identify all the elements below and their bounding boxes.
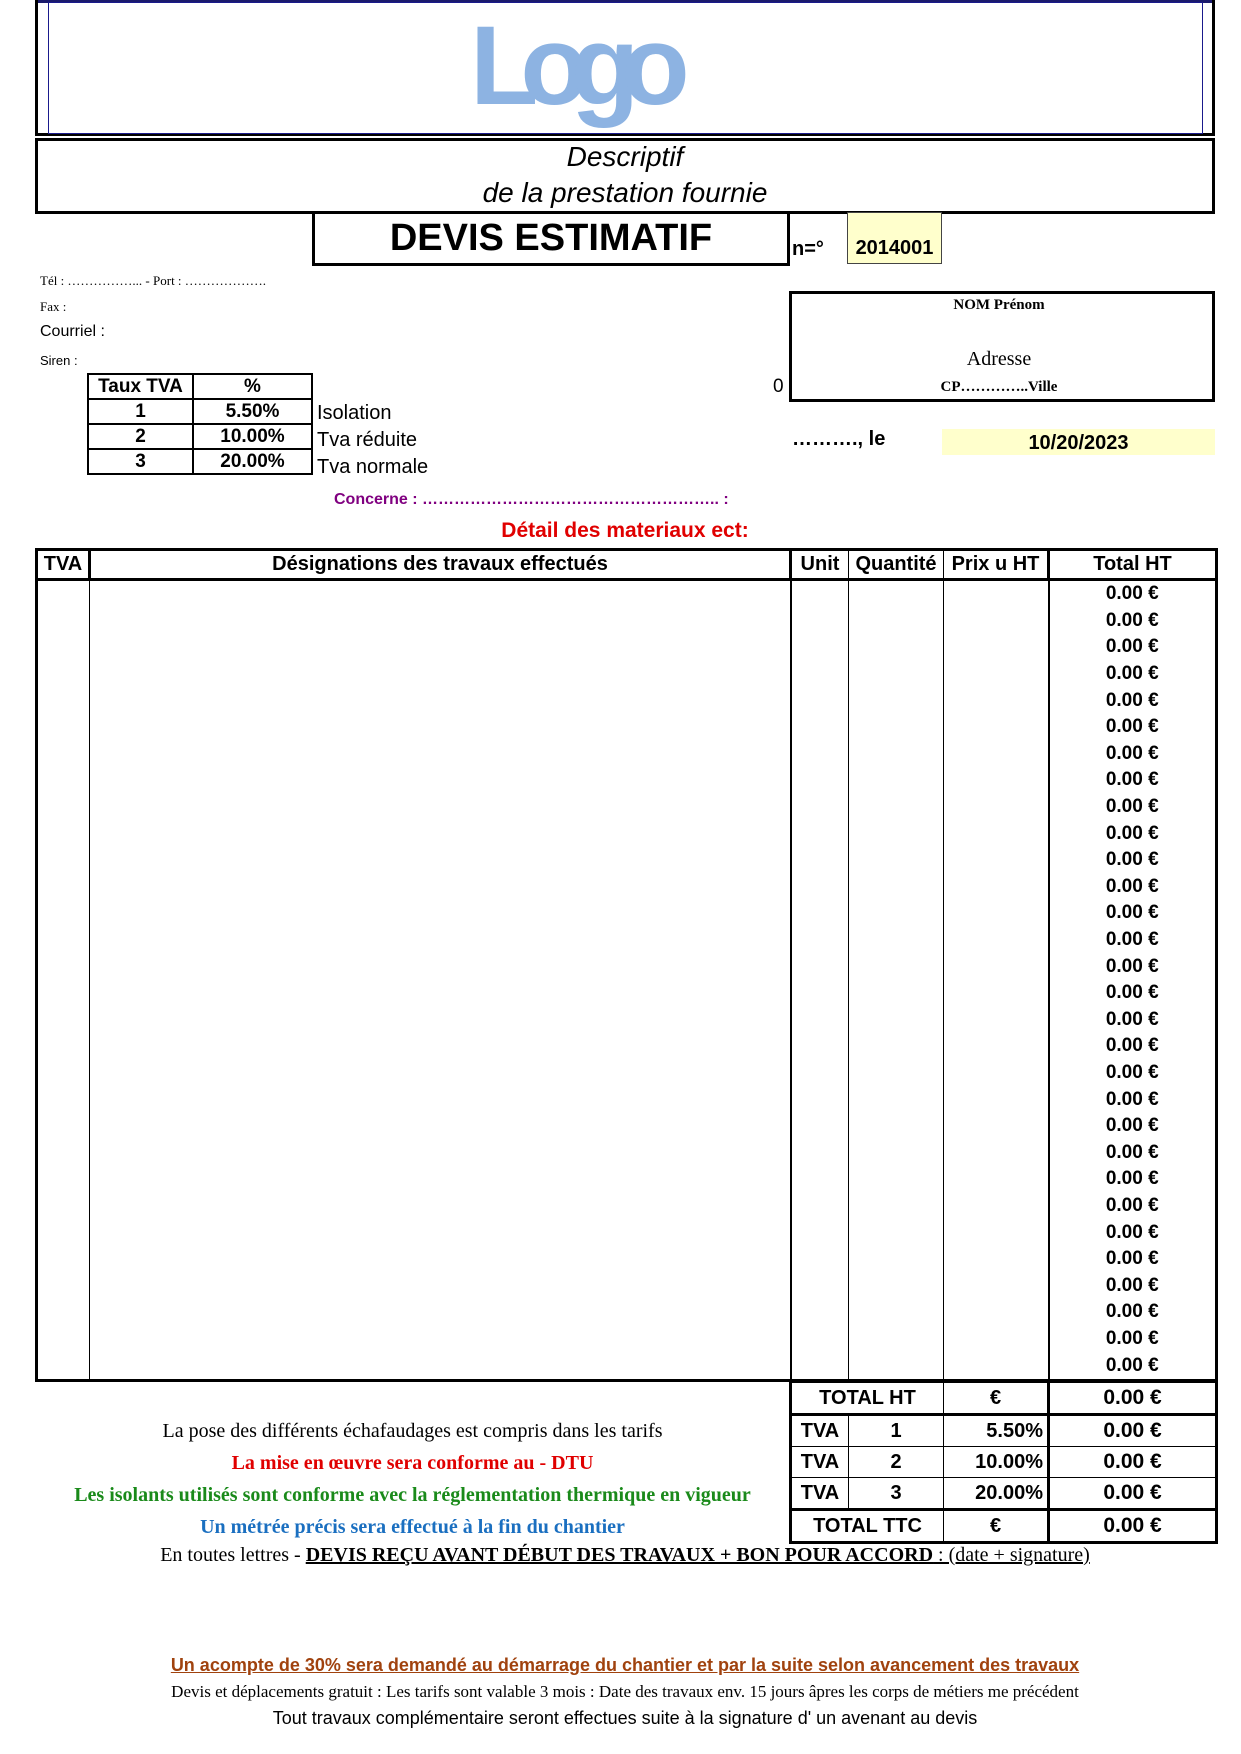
cell-quantity[interactable] [849,1166,944,1193]
tva-total-value: 0.00 € [1049,1447,1217,1478]
cell-quantity[interactable] [849,980,944,1007]
cell-unit-price[interactable] [944,580,1049,608]
cell-designation[interactable] [90,847,791,874]
cell-unit[interactable] [791,820,849,847]
cell-tva[interactable] [37,1033,90,1060]
cell-quantity[interactable] [849,767,944,794]
additional-work-note: Tout travaux complémentaire seront effectues suite à la signature d' un avenant au devis [272,1708,978,1728]
tva-rate-code: 2 [88,424,193,449]
cell-designation[interactable] [90,1007,791,1034]
company-email[interactable]: Courriel : [40,323,105,340]
cell-total: 0.00 € [1049,1272,1217,1299]
cell-unit-price[interactable] [944,900,1049,927]
column-header-tva: TVA [37,550,90,580]
client-name[interactable]: NOM Prénom [953,297,1045,313]
date-field[interactable]: 10/20/2023 [942,429,1215,455]
tva-rate-label-isolation: Isolation [317,402,392,424]
table-row [37,874,1217,901]
tva-total-rate: 10.00% [944,1447,1049,1478]
note-dtu: La mise en œuvre sera conforme au - DTU [231,1452,594,1474]
cell-tva[interactable] [37,953,90,980]
cell-unit-price[interactable] [944,927,1049,954]
cell-total: 0.00 € [1049,608,1217,635]
cell-total: 0.00 € [1049,1219,1217,1246]
cell-designation[interactable] [90,608,791,635]
table-row [37,1033,1217,1060]
cell-total: 0.00 € [1049,874,1217,901]
tva-total-value: 0.00 € [1049,1478,1217,1510]
cell-tva[interactable] [37,580,90,608]
cell-designation[interactable] [90,1113,791,1140]
table-row [37,687,1217,714]
cell-quantity[interactable] [849,687,944,714]
tva-rate-table [87,373,313,475]
table-row [37,1139,1217,1166]
cell-unit[interactable] [791,767,849,794]
cell-unit[interactable] [791,847,849,874]
cell-total: 0.00 € [1049,1326,1217,1353]
signature-prefix: En toutes lettres - [160,1544,306,1566]
tva-total-row [791,1447,1217,1478]
table-row [37,794,1217,821]
cell-unit-price[interactable] [944,1166,1049,1193]
cell-unit-price[interactable] [944,1086,1049,1113]
cell-total: 0.00 € [1049,953,1217,980]
cell-unit-price[interactable] [944,1352,1049,1380]
quote-number-field[interactable]: 2014001 [847,212,942,264]
table-row [37,820,1217,847]
cell-unit-price[interactable] [944,661,1049,688]
cell-unit[interactable] [791,1299,849,1326]
cell-total: 0.00 € [1049,1007,1217,1034]
cell-unit[interactable] [791,1352,849,1380]
cell-unit[interactable] [791,1113,849,1140]
cell-unit-price[interactable] [944,1113,1049,1140]
total-ttc-row [791,1510,1217,1543]
tva-total-label: TVA [791,1415,849,1447]
cell-total: 0.00 € [1049,847,1217,874]
cell-tva[interactable] [37,820,90,847]
cell-tva[interactable] [37,1246,90,1273]
cell-unit[interactable] [791,634,849,661]
cell-unit[interactable] [791,608,849,635]
cell-unit-price[interactable] [944,608,1049,635]
cell-quantity[interactable] [849,1007,944,1034]
total-ttc-value: 0.00 € [1049,1510,1217,1543]
cell-unit-price[interactable] [944,847,1049,874]
cell-total: 0.00 € [1049,1113,1217,1140]
cell-quantity[interactable] [849,1299,944,1326]
line-items-table [35,548,1218,1382]
cell-quantity[interactable] [849,1272,944,1299]
cell-tva[interactable] [37,687,90,714]
signature-line [35,1544,1215,1567]
tva-rate-header-code: Taux TVA [88,374,193,399]
table-row [37,1086,1217,1113]
cell-designation[interactable] [90,1299,791,1326]
cell-unit-price[interactable] [944,714,1049,741]
cell-unit[interactable] [791,580,849,608]
table-row [37,1007,1217,1034]
cell-tva[interactable] [37,1219,90,1246]
company-fax[interactable]: Fax : [40,299,67,314]
table-row [37,1326,1217,1353]
cell-designation[interactable] [90,820,791,847]
cell-tva[interactable] [37,661,90,688]
cell-unit-price[interactable] [944,1060,1049,1087]
cell-tva[interactable] [37,794,90,821]
cell-designation[interactable] [90,634,791,661]
descriptif-line-2: de la prestation fournie [482,177,768,208]
tva-total-rate: 5.50% [944,1415,1049,1447]
cell-designation[interactable] [90,714,791,741]
cell-quantity[interactable] [849,741,944,768]
client-postcode-city[interactable]: CP…………..Ville [940,379,1058,395]
table-row [37,767,1217,794]
cell-total: 0.00 € [1049,794,1217,821]
cell-quantity[interactable] [849,1352,944,1380]
cell-unit-price[interactable] [944,1299,1049,1326]
cell-tva[interactable] [37,980,90,1007]
tva-rate-code: 1 [88,399,193,424]
cell-quantity[interactable] [849,820,944,847]
cell-quantity[interactable] [849,900,944,927]
cell-total: 0.00 € [1049,741,1217,768]
cell-designation[interactable] [90,953,791,980]
cell-total: 0.00 € [1049,687,1217,714]
total-ttc-label: TOTAL TTC [791,1510,944,1543]
cell-tva[interactable] [37,874,90,901]
cell-total: 0.00 € [1049,1246,1217,1273]
tva-total-row [791,1478,1217,1510]
tva-total-label: TVA [791,1478,849,1510]
cell-designation[interactable] [90,1166,791,1193]
table-row [37,900,1217,927]
cell-unit-price[interactable] [944,1139,1049,1166]
table-row [37,634,1217,661]
cell-unit-price[interactable] [944,874,1049,901]
totals-table [789,1382,1218,1544]
cell-quantity[interactable] [849,794,944,821]
tva-rate-code: 3 [88,449,193,474]
cell-unit[interactable] [791,714,849,741]
cell-unit-price[interactable] [944,767,1049,794]
cell-tva[interactable] [37,1272,90,1299]
cell-tva[interactable] [37,1060,90,1087]
cell-unit[interactable] [791,874,849,901]
cell-unit-price[interactable] [944,741,1049,768]
cell-quantity[interactable] [849,953,944,980]
cell-designation[interactable] [90,874,791,901]
total-ht-currency: € [944,1383,1049,1415]
tva-rate-row [88,424,312,449]
cell-total: 0.00 € [1049,1139,1217,1166]
tva-total-code: 2 [849,1447,944,1478]
tva-rate-value[interactable]: 5.50% [193,399,312,424]
table-row [37,1193,1217,1220]
deposit-note: Un acompte de 30% sera demandé au démarrage du chantier et par la suite selon avancement des travaux [170,1655,1080,1675]
cell-quantity[interactable] [849,1193,944,1220]
tva-rate-row [88,399,312,424]
table-row [37,980,1217,1007]
cell-tva[interactable] [37,634,90,661]
table-row [37,1352,1217,1380]
column-header-quantity: Quantité [849,550,944,580]
cell-tva[interactable] [37,1326,90,1353]
table-row [37,847,1217,874]
cell-unit[interactable] [791,1033,849,1060]
cell-designation[interactable] [90,927,791,954]
note-echafaudages: La pose des différents échafaudages est compris dans les tarifs [162,1420,663,1442]
cell-designation[interactable] [90,1086,791,1113]
cell-tva[interactable] [37,741,90,768]
cell-tva[interactable] [37,1139,90,1166]
cell-tva[interactable] [37,1086,90,1113]
tva-total-value: 0.00 € [1049,1415,1217,1447]
tva-rate-value[interactable]: 20.00% [193,449,312,474]
client-side-value: 0 [773,376,784,397]
cell-tva[interactable] [37,927,90,954]
note-metree: Un métrée précis sera effectué à la fin du chantier [200,1516,625,1538]
cell-unit[interactable] [791,741,849,768]
cell-designation[interactable] [90,1326,791,1353]
cell-unit-price[interactable] [944,1219,1049,1246]
cell-tva[interactable] [37,1352,90,1380]
concerne-field[interactable]: Concerne : ……………………………………………….. : [334,491,729,508]
table-row [37,953,1217,980]
cell-total: 0.00 € [1049,980,1217,1007]
cell-designation[interactable] [90,1139,791,1166]
document-title: DEVIS ESTIMATIF [312,212,790,266]
cell-total: 0.00 € [1049,634,1217,661]
cell-unit-price[interactable] [944,1272,1049,1299]
cell-total: 0.00 € [1049,1166,1217,1193]
total-ht-value: 0.00 € [1049,1383,1217,1415]
cell-unit[interactable] [791,1060,849,1087]
tva-rate-header-percent: % [193,374,312,399]
cell-unit[interactable] [791,1193,849,1220]
cell-designation[interactable] [90,1060,791,1087]
cell-quantity[interactable] [849,1246,944,1273]
detail-title: Détail des materiaux ect: [501,519,749,542]
cell-unit-price[interactable] [944,980,1049,1007]
column-header-unit: Unit [791,550,849,580]
cell-unit[interactable] [791,687,849,714]
place-label: ………., le [792,428,886,450]
table-row [37,661,1217,688]
cell-total: 0.00 € [1049,1193,1217,1220]
cell-unit[interactable] [791,1326,849,1353]
cell-quantity[interactable] [849,847,944,874]
logo-image: Logo [470,3,672,128]
table-row [37,927,1217,954]
cell-unit[interactable] [791,1139,849,1166]
cell-total: 0.00 € [1049,580,1217,608]
cell-total: 0.00 € [1049,714,1217,741]
cell-quantity[interactable] [849,874,944,901]
cell-quantity[interactable] [849,1326,944,1353]
total-ttc-currency: € [944,1510,1049,1543]
column-header-unit-price: Prix u HT [944,550,1049,580]
cell-quantity[interactable] [849,608,944,635]
cell-unit[interactable] [791,1007,849,1034]
table-row [37,1299,1217,1326]
cell-designation[interactable] [90,980,791,1007]
cell-total: 0.00 € [1049,661,1217,688]
client-address[interactable]: Adresse [966,348,1032,370]
cell-unit[interactable] [791,1246,849,1273]
cell-total: 0.00 € [1049,927,1217,954]
validity-note: Devis et déplacements gratuit : Les tarifs sont valable 3 mois : Date des travaux env. 15 jours âpres les corps de métiers me précédent [171,1682,1079,1701]
signature-suffix: : (date + signature) [933,1544,1090,1566]
company-siren[interactable]: Siren : [40,353,78,368]
cell-designation[interactable] [90,1246,791,1273]
table-row [37,580,1217,608]
table-row [37,714,1217,741]
cell-quantity[interactable] [849,1219,944,1246]
cell-unit[interactable] [791,927,849,954]
cell-unit[interactable] [791,1086,849,1113]
table-row [37,741,1217,768]
column-header-total: Total HT [1049,550,1217,580]
cell-unit[interactable] [791,1219,849,1246]
cell-tva[interactable] [37,1299,90,1326]
table-row [37,608,1217,635]
tva-total-rate: 20.00% [944,1478,1049,1510]
table-row [37,1272,1217,1299]
cell-tva[interactable] [37,1007,90,1034]
tva-total-row [791,1415,1217,1447]
cell-quantity[interactable] [849,634,944,661]
tva-rate-row [88,449,312,474]
cell-designation[interactable] [90,687,791,714]
cell-unit-price[interactable] [944,1033,1049,1060]
cell-quantity[interactable] [849,714,944,741]
total-ht-row [791,1383,1217,1415]
cell-tva[interactable] [37,1113,90,1140]
table-row [37,1113,1217,1140]
cell-designation[interactable] [90,661,791,688]
cell-quantity[interactable] [849,661,944,688]
table-row [37,1246,1217,1273]
cell-total: 0.00 € [1049,767,1217,794]
cell-designation[interactable] [90,794,791,821]
cell-tva[interactable] [37,1166,90,1193]
line-items-body [37,580,1217,1381]
cell-quantity[interactable] [849,1033,944,1060]
table-row [37,1060,1217,1087]
cell-tva[interactable] [37,847,90,874]
cell-unit-price[interactable] [944,1326,1049,1353]
cell-quantity[interactable] [849,1139,944,1166]
cell-total: 0.00 € [1049,900,1217,927]
tva-rate-header [88,374,312,399]
cell-tva[interactable] [37,900,90,927]
company-phone[interactable]: Tél : ……………... - Port : ………………. [40,273,267,288]
cell-tva[interactable] [37,608,90,635]
cell-designation[interactable] [90,580,791,608]
cell-unit[interactable] [791,661,849,688]
cell-unit[interactable] [791,1166,849,1193]
table-row [37,1219,1217,1246]
cell-designation[interactable] [90,1272,791,1299]
cell-total: 0.00 € [1049,1086,1217,1113]
cell-designation[interactable] [90,741,791,768]
cell-unit-price[interactable] [944,687,1049,714]
tva-rate-label-normale: Tva normale [317,456,429,478]
signature-accord-text: DEVIS REÇU AVANT DÉBUT DES TRAVAUX + BON POUR ACCORD [305,1544,934,1566]
cell-designation[interactable] [90,1352,791,1380]
cell-designation[interactable] [90,1219,791,1246]
tva-rate-value[interactable]: 10.00% [193,424,312,449]
cell-total: 0.00 € [1049,1033,1217,1060]
cell-designation[interactable] [90,1033,791,1060]
cell-total: 0.00 € [1049,1299,1217,1326]
cell-designation[interactable] [90,900,791,927]
cell-unit-price[interactable] [944,1246,1049,1273]
tva-total-code: 3 [849,1478,944,1510]
note-isolants: Les isolants utilisés sont conforme avec la réglementation thermique en vigueur [74,1484,751,1506]
cell-unit[interactable] [791,1272,849,1299]
cell-quantity[interactable] [849,1113,944,1140]
cell-tva[interactable] [37,714,90,741]
cell-quantity[interactable] [849,1060,944,1087]
table-header-row [37,550,1217,580]
cell-quantity[interactable] [849,1086,944,1113]
cell-quantity[interactable] [849,580,944,608]
quote-number-label: n=° [792,238,824,260]
cell-unit-price[interactable] [944,820,1049,847]
cell-quantity[interactable] [849,927,944,954]
cell-unit[interactable] [791,900,849,927]
tva-rate-label-reduite: Tva réduite [317,429,418,451]
table-row [37,1166,1217,1193]
cell-unit[interactable] [791,794,849,821]
column-header-designation: Désignations des travaux effectués [90,550,791,580]
cell-tva[interactable] [37,767,90,794]
cell-total: 0.00 € [1049,1352,1217,1380]
cell-unit-price[interactable] [944,1193,1049,1220]
cell-unit-price[interactable] [944,953,1049,980]
cell-unit-price[interactable] [944,634,1049,661]
cell-unit-price[interactable] [944,794,1049,821]
cell-total: 0.00 € [1049,820,1217,847]
cell-designation[interactable] [90,767,791,794]
tva-total-label: TVA [791,1447,849,1478]
cell-tva[interactable] [37,1193,90,1220]
cell-unit[interactable] [791,980,849,1007]
cell-designation[interactable] [90,1193,791,1220]
cell-total: 0.00 € [1049,1060,1217,1087]
tva-total-code: 1 [849,1415,944,1447]
total-ht-label: TOTAL HT [791,1383,944,1415]
cell-unit[interactable] [791,953,849,980]
cell-unit-price[interactable] [944,1007,1049,1034]
descriptif-line-1: Descriptif [566,141,684,172]
